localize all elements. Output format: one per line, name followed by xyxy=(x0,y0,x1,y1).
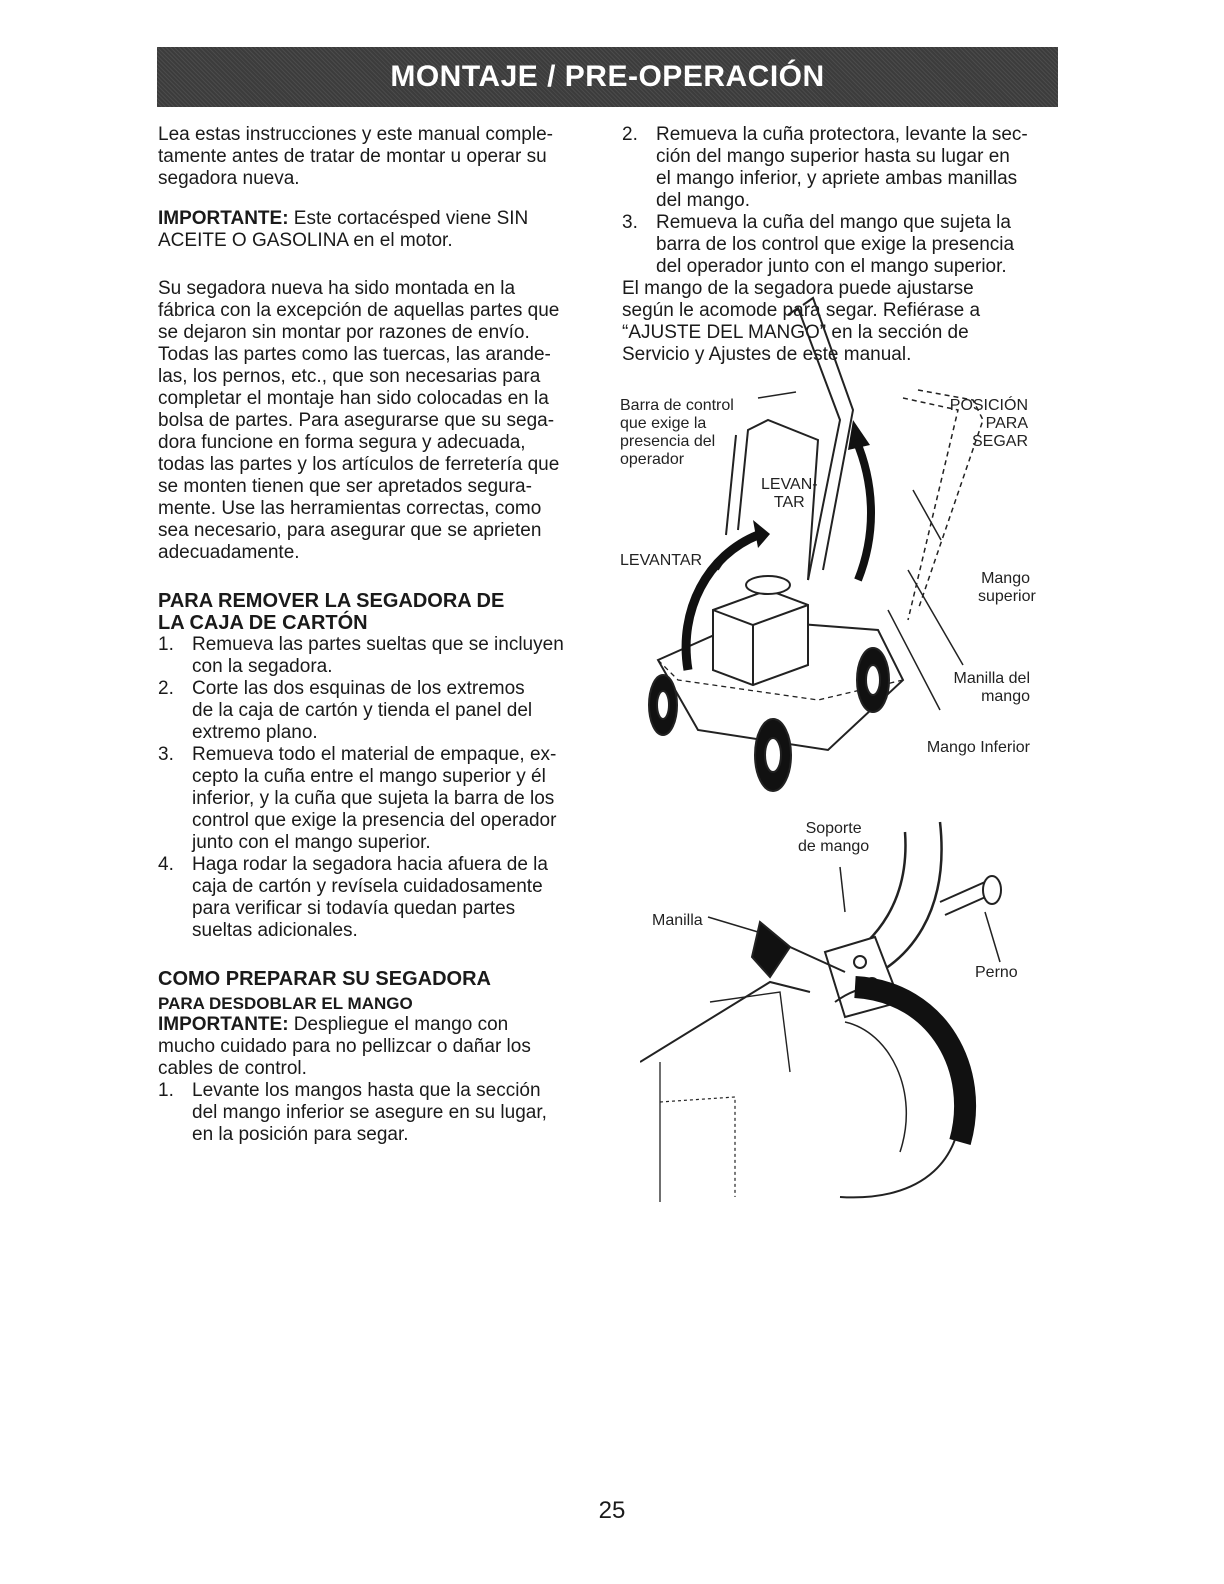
section-heading-prepare-mower: COMO PREPARAR SU SEGADORA xyxy=(158,968,491,990)
remove-steps-list xyxy=(158,634,598,942)
label-handle-knob: Manilla del mango xyxy=(953,670,1030,705)
left-column xyxy=(158,124,598,1146)
page-title: MONTAJE / PRE-OPERACIÓN xyxy=(390,60,825,93)
list-item: 1. Remueva las partes sueltas que se incluyen con la segadora. xyxy=(158,634,564,677)
label-lift: LEVANTAR xyxy=(620,552,703,569)
label-bolt: Perno xyxy=(975,964,1018,981)
mower-handle-figure xyxy=(618,280,1038,810)
handle-bracket-figure xyxy=(640,812,1030,1202)
label-lift-upper: LEVAN- TAR xyxy=(761,476,818,511)
section-heading-remove-from-carton: PARA REMOVER LA SEGADORA DE LA CAJA DE CARTÓN xyxy=(158,590,505,634)
list-item: 2. Corte las dos esquinas de los extremos de la caja de cartón y tienda el panel del extremo plano. xyxy=(158,678,533,743)
list-item: 1. Levante los mangos hasta que la sección del mango inferior se asegure en su lugar, en la posición para segar. xyxy=(158,1080,547,1145)
handle-adjust-paragraph: El mango de la segadora puede ajustarse según le acomode para segar. Refiérase a “AJUSTE DEL MANGO” en la sección de Servicio y Ajustes de este manual. xyxy=(622,278,981,365)
section-banner xyxy=(157,47,1058,107)
important-note-handle: IMPORTANTE: Despliegue el mango con mucho cuidado para no pellizcar o dañar los cables de control. xyxy=(158,1014,531,1079)
unfold-steps-list xyxy=(158,1080,598,1146)
label-lower-handle: Mango Inferior xyxy=(926,739,1030,756)
list-item: 4. Haga rodar la segadora hacia afuera de la caja de cartón y revísela cuidadosamente para verificar si todavía quedan partes sueltas adicionales. xyxy=(158,854,548,941)
list-item: 2. Remueva la cuña protectora, levante la sec- ción del mango superior hasta su lugar en el mango inferior, y apriete ambas manillas del mango. xyxy=(622,124,1028,211)
page-number: 25 xyxy=(598,1497,626,1524)
list-item: 3. Remueva todo el material de empaque, ex- cepto la cuña entre el mango superior y él inferior, y la cuña que sujeta la barra de los control que exige la presencia del operador junto con el mango superior. xyxy=(158,744,557,853)
label-knob: Manilla xyxy=(652,912,703,929)
subheading-unfold-handle: PARA DESDOBLAR EL MANGO xyxy=(158,994,413,1013)
factory-assembly-paragraph: Su segadora nueva ha sido montada en la fábrica con la excepción de aquellas partes que se dejaron sin montar por razones de envío. Todas las partes como las tuercas, las arande- las, los pernos, etc., que son necesarias para completar el montaje han sido colocadas en la bolsa de partes. Para asegurarse que su sega- dora funcione en forma segura y adecuada, todas las partes y los artículos de ferretería que se monten tienen que ser apretados segura- mente. Use las herramientas correctas, como sea necesario, para asegurar que se aprieten adecuadamente. xyxy=(158,278,560,563)
label-operator-bar: Barra de control que exige la presencia del operador xyxy=(620,397,734,468)
unfold-steps-list-continued xyxy=(622,124,1042,278)
label-upper-handle: Mango superior xyxy=(978,570,1036,605)
label-handle-bracket: Soporte de mango xyxy=(798,820,870,855)
intro-paragraph: Lea estas instrucciones y este manual comple- tamente antes de tratar de montar u operar su segadora nueva. xyxy=(158,124,553,189)
important-note-oil: IMPORTANTE: Este cortacésped viene SIN ACEITE O GASOLINA en el motor. xyxy=(158,208,529,251)
mower-illustration xyxy=(618,280,1038,810)
bracket-illustration xyxy=(640,812,1030,1202)
label-mowing-position: POSICIÓN PARA SEGAR xyxy=(949,397,1028,450)
list-item: 3. Remueva la cuña del mango que sujeta la barra de los control que exige la presencia del operador junto con el mango superior. xyxy=(622,212,1015,277)
